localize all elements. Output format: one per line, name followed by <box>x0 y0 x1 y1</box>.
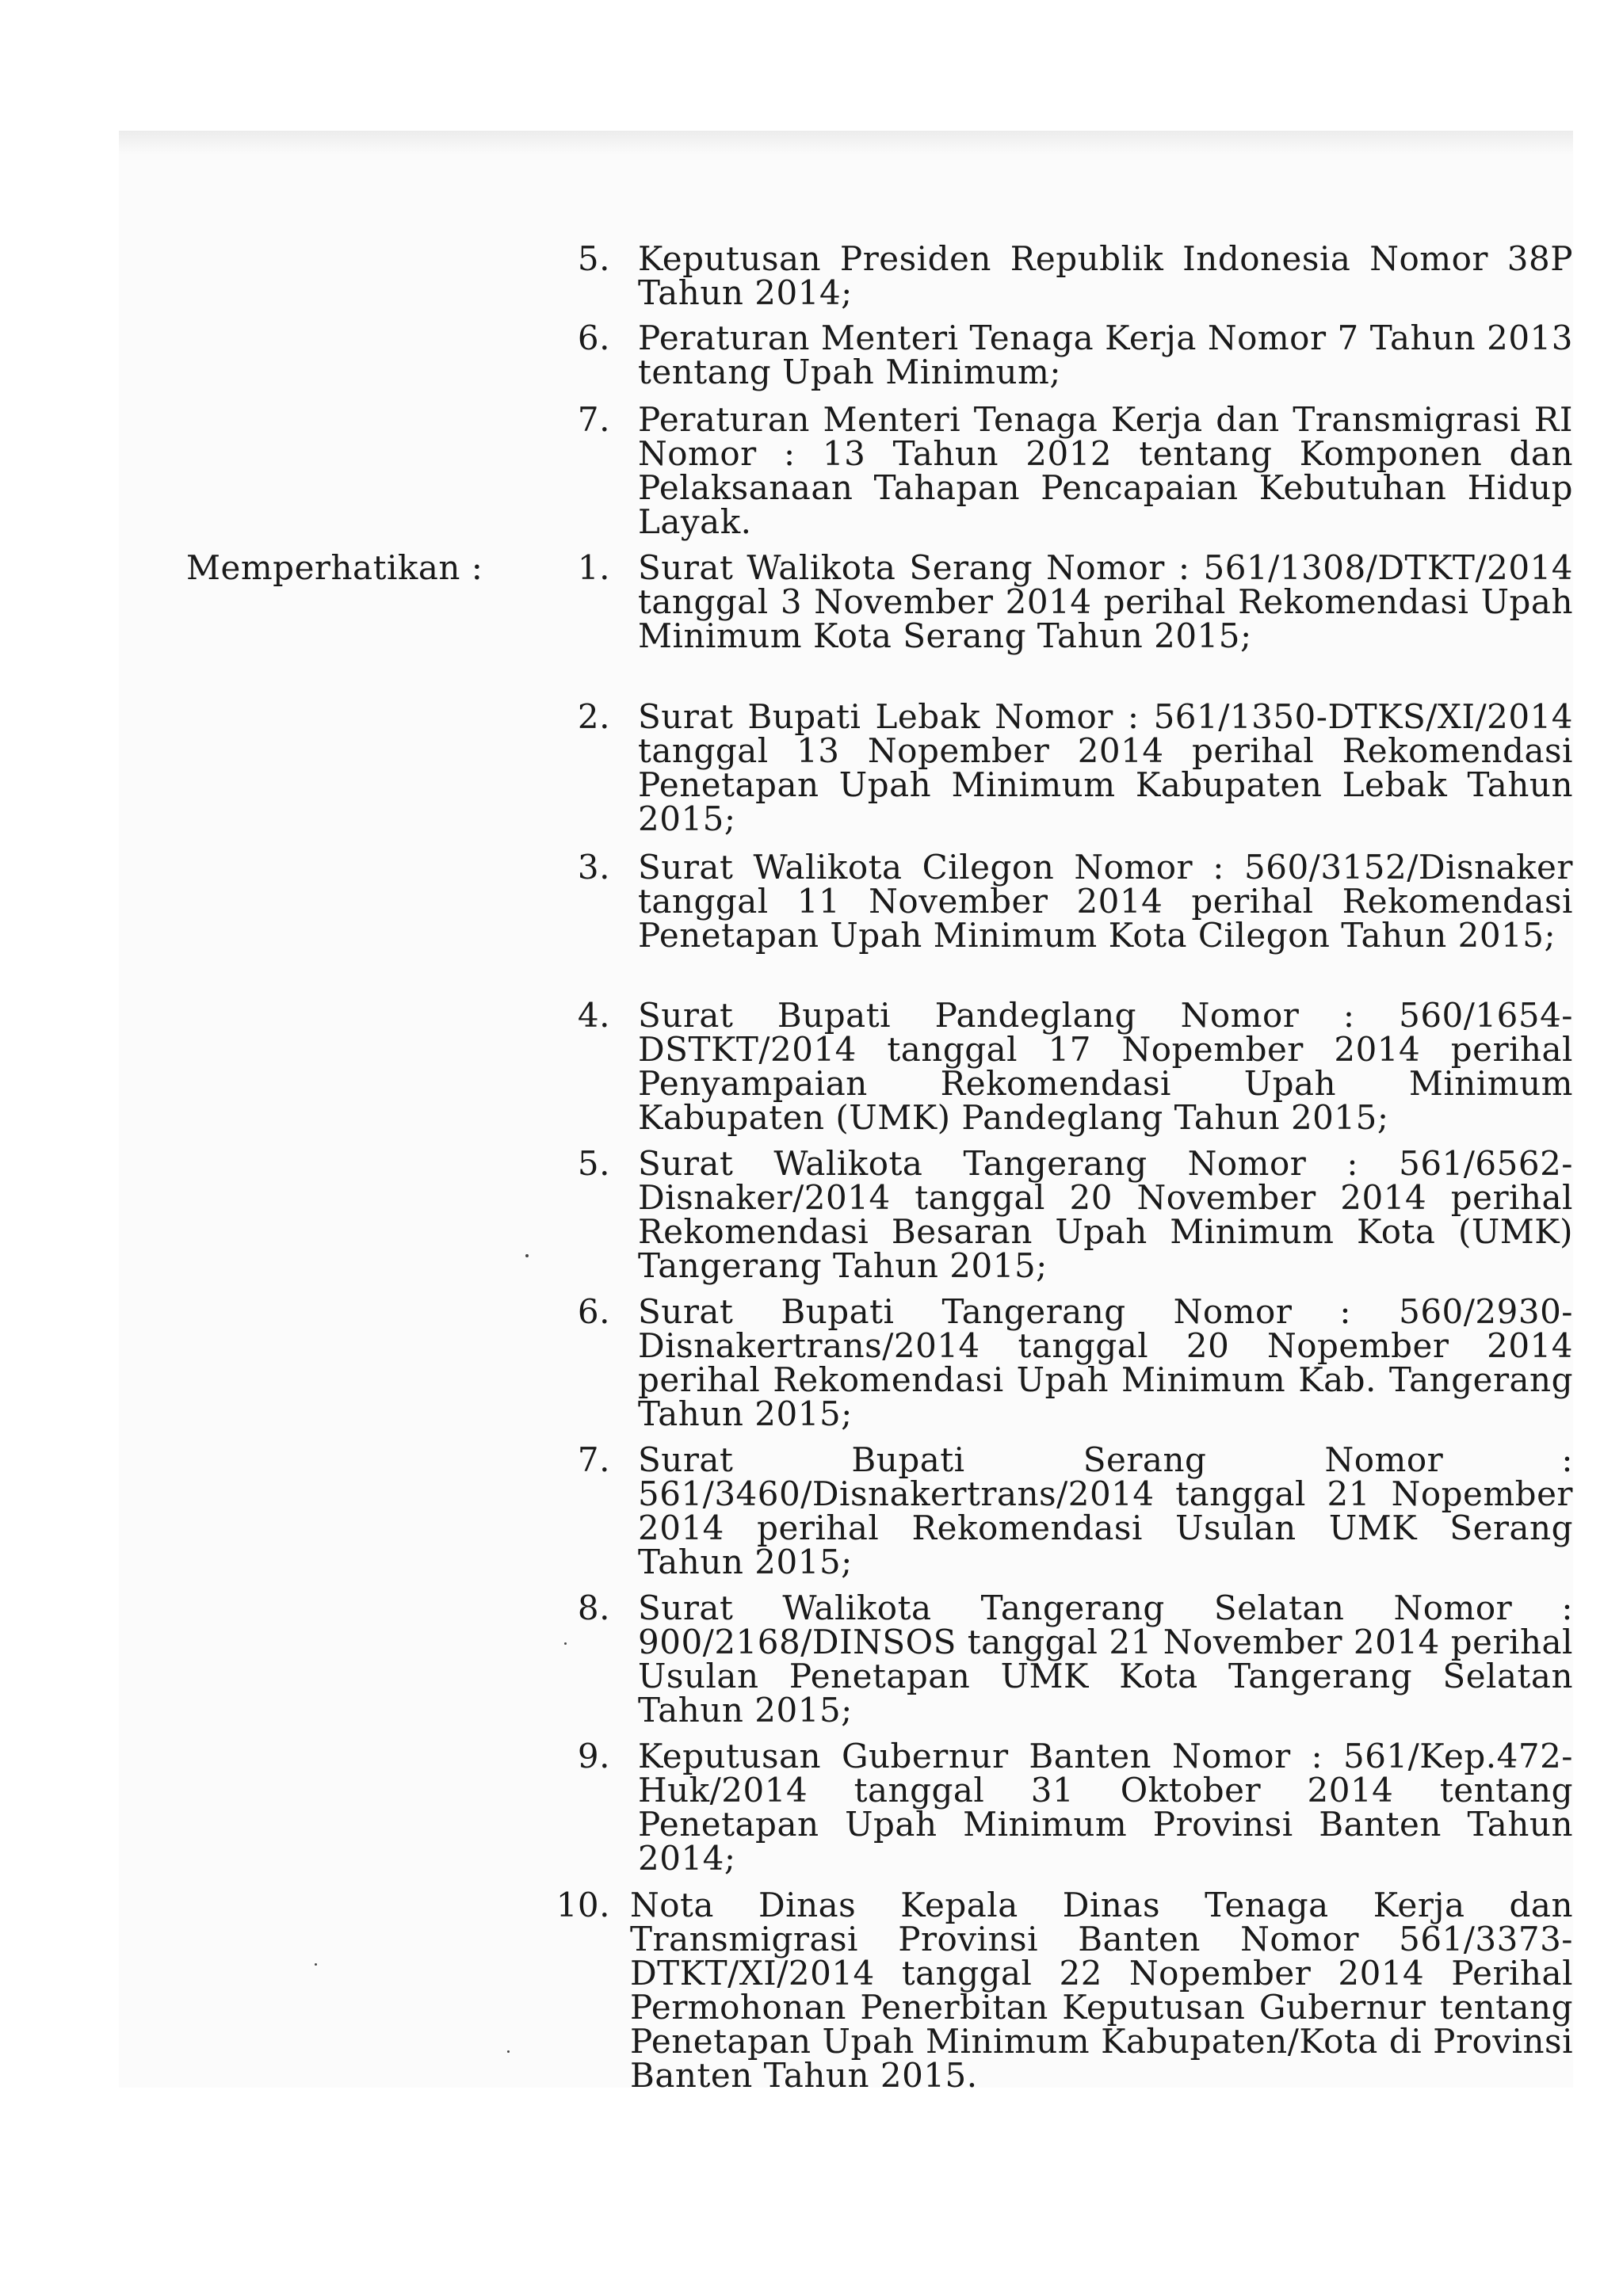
observing-item-1 <box>507 548 1573 655</box>
item-text: Surat Walikota Serang Nomor : 561/1308/DTKT/2014 tanggal 3 November 2014 perihal Rekomendasi Upah Minimum Kota Serang Tahun 2015; <box>638 548 1573 655</box>
item-number: 2. <box>577 697 610 736</box>
item-number: 3. <box>577 848 610 887</box>
item-number: 7. <box>577 400 610 439</box>
observing-item-8 <box>507 1589 1573 1730</box>
item-number: 10. <box>556 1886 610 1924</box>
considering-item-5 <box>507 239 1573 312</box>
item-text: Surat Bupati Pandeglang Nomor : 560/1654-DSTKT/2014 tanggal 17 Nopember 2014 perihal Penyampaian Rekomendasi Upah Minimum Kabupaten (UMK) Pandeglang Tahun 2015; <box>638 996 1573 1137</box>
item-text: Surat Bupati Lebak Nomor : 561/1350-DTKS/XI/2014 tanggal 13 Nopember 2014 perihal Rekomendasi Penetapan Upah Minimum Kabupaten Lebak Tahun 2015; <box>638 697 1573 838</box>
item-number: 7. <box>577 1440 610 1479</box>
item-number: 5. <box>577 1144 610 1183</box>
item-number: 5. <box>577 239 610 278</box>
memperhatikan-label: Memperhatikan : <box>186 548 483 587</box>
observing-item-7 <box>507 1440 1573 1581</box>
observing-item-9 <box>507 1737 1573 1878</box>
observing-item-2 <box>507 697 1573 838</box>
considering-item-6 <box>507 318 1573 391</box>
observing-item-4 <box>507 998 1573 1135</box>
observing-item-6 <box>507 1292 1573 1433</box>
item-text: Surat Walikota Tangerang Selatan Nomor : 900/2168/DINSOS tanggal 21 November 2014 perihal Usulan Penetapan UMK Kota Tangerang Selatan Tahun 2015; <box>638 1589 1573 1730</box>
item-text: Surat Bupati Tangerang Nomor : 560/2930-Disnakertrans/2014 tanggal 20 Nopember 2014 perihal Rekomendasi Upah Minimum Kab. Tangerang Tahun 2015; <box>638 1292 1573 1433</box>
observing-item-10 <box>507 1886 1573 2095</box>
item-text: Surat Walikota Tangerang Nomor : 561/6562-Disnaker/2014 tanggal 20 November 2014 perihal Rekomendasi Besaran Upah Minimum Kota (UMK) Tangerang Tahun 2015; <box>638 1144 1573 1285</box>
item-text: Peraturan Menteri Tenaga Kerja dan Transmigrasi RI Nomor : 13 Tahun 2012 tentang Komponen dan Pelaksanaan Tahapan Pencapaian Kebutuhan Hidup Layak. <box>638 400 1573 541</box>
item-number: 6. <box>577 318 610 357</box>
scan-speck <box>525 1254 529 1257</box>
considering-item-7 <box>507 402 1573 539</box>
scan-speck <box>564 1642 567 1645</box>
item-text: Keputusan Gubernur Banten Nomor : 561/Kep.472-Huk/2014 tanggal 31 Oktober 2014 tentang Penetapan Upah Minimum Provinsi Banten Tahun 2014; <box>638 1737 1573 1878</box>
item-text: Nota Dinas Kepala Dinas Tenaga Kerja dan Transmigrasi Provinsi Banten Nomor 561/3373-DTKT/XI/2014 tanggal 22 Nopember 2014 Perihal Permohonan Penerbitan Keputusan Gubernur tentang Penetapan Upah Minimum Kabupaten/Kota di Provinsi Banten Tahun 2015. <box>630 1886 1573 2095</box>
item-text: Surat Bupati Serang Nomor : 561/3460/Disnakertrans/2014 tanggal 21 Nopember 2014 perihal Rekomendasi Usulan UMK Serang Tahun 2015; <box>638 1440 1573 1581</box>
item-number: 1. <box>577 548 610 587</box>
item-number: 9. <box>577 1737 610 1775</box>
observing-item-5 <box>507 1146 1573 1283</box>
item-number: 8. <box>577 1589 610 1627</box>
item-text: Keputusan Presiden Republik Indonesia Nomor 38P Tahun 2014; <box>638 239 1573 312</box>
item-number: 6. <box>577 1292 610 1331</box>
scan-speck <box>507 2050 510 2053</box>
scan-speck <box>315 1963 317 1966</box>
item-text: Peraturan Menteri Tenaga Kerja Nomor 7 Tahun 2013 tentang Upah Minimum; <box>638 318 1573 391</box>
observing-item-3 <box>507 848 1573 955</box>
item-text: Surat Walikota Cilegon Nomor : 560/3152/Disnaker tanggal 11 November 2014 perihal Rekomendasi Penetapan Upah Minimum Kota Cilegon Tahun 2015; <box>638 848 1573 955</box>
item-number: 4. <box>577 996 610 1035</box>
